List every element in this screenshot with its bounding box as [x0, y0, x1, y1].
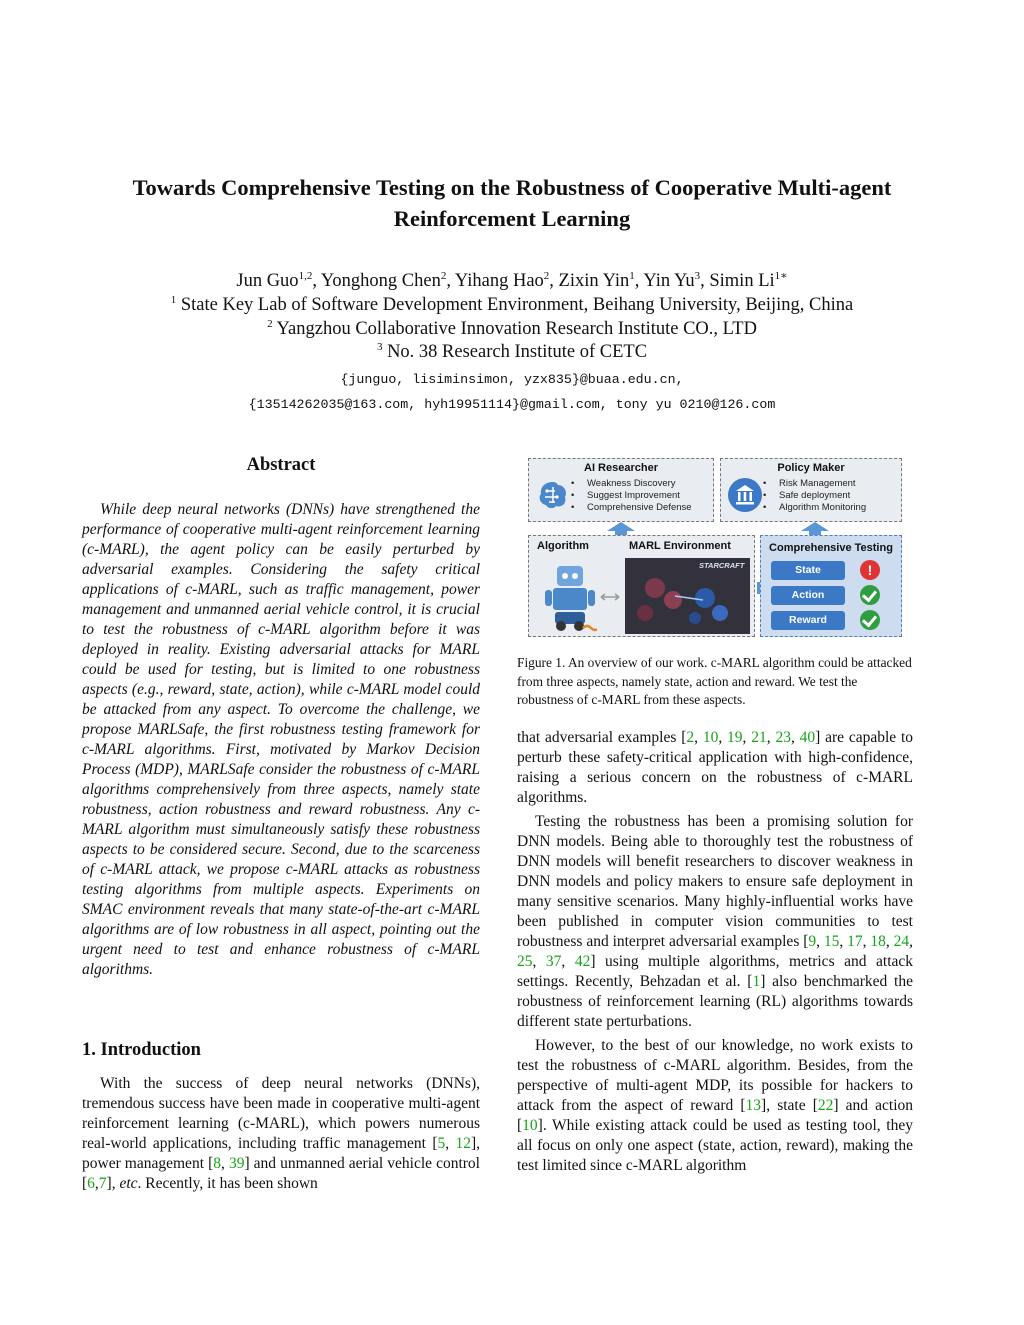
author: Jun Guo	[236, 271, 299, 291]
author: Simin Li	[709, 271, 775, 291]
citation-link[interactable]: 21	[751, 729, 767, 746]
paragraph: Testing the robustness has been a promising solution for DNN models. Being able to thoroughly test the robustness of DNN models will benefit researchers to discover weakness in DNN models and policy makers to ensure safe deployment in many sensitive scenarios. Many highly-influential works have been published in computer vision communities to test robustness and interpret adversarial examples [9, 15, 17, 18, 24, 25, 37, 42] using multiple algorithms, metrics and attack settings. Recently, Behzadan et al. [1] also benchmarked the robustness of reinforcement learning (RL) algorithms towards different state perturbations.	[517, 813, 914, 1030]
author-affiliation: 3	[694, 269, 701, 282]
affiliation-1: $^1$ State Key Lab of Software Development Environment, Beihang University, Beijing, China	[170, 293, 854, 315]
list-item: • Comprehensive Defense	[587, 502, 692, 514]
ai-researcher-title: AI Researcher	[584, 462, 658, 474]
right-column-text	[517, 728, 913, 1176]
citation-link[interactable]: 25	[517, 953, 533, 970]
policy-maker-title: Policy Maker	[777, 462, 845, 474]
state-pill: State	[771, 561, 845, 580]
intro-paragraph: With the success of deep neural networks (DNNs), tremendous success have been made in cooperative multi-agent reinforcement learning (c-MARL), which powers numerous real-world applications, including traffic management [5, 12], power management [8, 39] and unmanned aerial vehicle control [6,7], etc. Recently, it has been shown	[82, 1075, 480, 1192]
citation-link[interactable]: 40	[799, 729, 816, 746]
checkmark-icon	[860, 585, 880, 605]
list-item: • Risk Management	[779, 478, 866, 490]
author-affiliation: 1,2	[298, 269, 313, 282]
list-item: • Weakness Discovery	[587, 478, 692, 490]
citation-link[interactable]: 10	[702, 729, 719, 746]
citation-link[interactable]: 19	[727, 729, 743, 746]
up-arrow-icon	[800, 522, 830, 536]
citation-link[interactable]: 9	[808, 933, 817, 950]
citation-link[interactable]: 2	[686, 729, 695, 746]
email-line-2: {13514262035@163.com, hyh19951114}@gmail.com, tony yu 0210@126.com	[248, 397, 776, 412]
email-line-1: {junguo, lisiminsimon, yzx835}@buaa.edu.cn,	[340, 372, 684, 387]
up-arrow-icon	[606, 522, 636, 536]
author: Yonghong Chen	[320, 271, 441, 291]
affiliation-3: $^3$ No. 38 Research Institute of CETC	[376, 340, 648, 362]
citation-link[interactable]: 22	[817, 1097, 834, 1114]
policy-maker-box	[720, 458, 902, 522]
author-affiliation: 1∗	[774, 269, 788, 282]
citation-link[interactable]: 6	[87, 1175, 95, 1192]
starcraft-logo: STARCRAFT	[699, 561, 745, 570]
figure-overview	[524, 455, 906, 641]
author-list: Jun Guo$^{1,2}$, Yonghong Chen$^2$, Yihang Hao$^2$, Zixin Yin$^1$, Yin Yu$^3$, Simin $Li^{1∗}$	[236, 269, 788, 291]
citation-link[interactable]: 39	[228, 1155, 245, 1172]
author-affiliation: 1	[629, 269, 635, 282]
ai-researcher-list	[561, 478, 692, 514]
list-item: • Safe deployment	[779, 490, 866, 502]
intro-heading: 1. Introduction	[82, 1040, 201, 1060]
list-item: • Algorithm Monitoring	[779, 502, 866, 514]
reward-pill: Reward	[771, 611, 845, 630]
double-arrow-icon	[599, 592, 621, 602]
algorithm-label: Algorithm	[537, 540, 589, 552]
policy-maker-list	[753, 478, 866, 514]
paper-title: Towards Comprehensive Testing on the Robustness of Cooperative Multi-agent Reinforcement Learning	[132, 175, 892, 231]
figure-caption: Figure 1. An overview of our work. c-MARL algorithm could be attacked from three aspects, namely state, action and reward. We test the robustness of c-MARL from these aspects.	[517, 655, 912, 707]
author: Yin Yu	[643, 271, 695, 291]
ai-researcher-box	[528, 458, 714, 522]
abstract-text: While deep neural networks (DNNs) have strengthened the performance of cooperative multi-agent reinforcement learning (c-MARL), the agent policy can be easily perturbed by adversarial examples. Considering the safety critical applications of c-MARL, such as traffic management, power management and unmanned aerial vehicle control, it is crucial to test the robustness of c-MARL algorithm before it was deployed in reality. Existing adversarial attacks for MARL could be used for testing, but is limited to one robustness aspects (e.g., reward, state, action), while c-MARL model could be attacked from any aspect. To overcome the challenge, we propose MARLSafe, the first robustness testing framework for c-MARL algorithms. First, motivated by Markov Decision Process (MDP), MARLSafe consider the robustness of c-MARL algorithms comprehensively from three aspects, namely state robustness, action robustness and reward robustness. Any c-MARL algorithm must simultaneously satisfy these robustness aspects to be considered secure. Second, due to the scarceness of c-MARL attack, we propose c-MARL attacks as robustness testing algorithms from multiple aspects. Experiments on SMAC environment reveals that many state-of-the-art c-MARL algorithms are of low robustness in all aspect, pointing out the urgent need to test and enhance robustness of c-MARL algorithms.	[82, 501, 480, 978]
citation-link[interactable]: 7	[98, 1175, 107, 1192]
action-pill: Action	[771, 586, 845, 605]
author-affiliation: 2	[543, 269, 550, 282]
author-affiliation: 2	[440, 269, 447, 282]
citation-link[interactable]: 37	[545, 953, 562, 970]
citation-link[interactable]: 17	[847, 933, 863, 950]
environment-label: MARL Environment	[629, 540, 731, 552]
list-item: • Suggest Improvement	[587, 490, 692, 502]
alert-icon: !	[860, 560, 880, 580]
affiliation-2: $^2$ Yangzhou Collaborative Innovation Research Institute CO., LTD	[267, 317, 757, 339]
citation-link[interactable]: 23	[775, 729, 791, 746]
comprehensive-testing-title: Comprehensive Testing	[769, 542, 893, 554]
citation-link[interactable]: 10	[522, 1117, 538, 1134]
comprehensive-testing-box	[760, 535, 902, 637]
citation-link[interactable]: 24	[893, 933, 910, 950]
author: Zixin Yin	[558, 271, 630, 291]
citation-link[interactable]: 42	[574, 953, 591, 970]
citation-link[interactable]: 5	[437, 1135, 446, 1152]
citation-link[interactable]: 18	[870, 933, 886, 950]
citation-link[interactable]: 8	[213, 1155, 221, 1172]
citation-link[interactable]: 13	[745, 1097, 762, 1114]
paragraph: However, to the best of our knowledge, no work exists to test the robustness of c-MARL algorithm. Besides, from the perspective of multi-agent MDP, its possible for hackers to attack from the aspect of reward [13], state [22] and action [10]. While existing attack could be used as testing tool, they all focus on only one aspect (state, action, reward), making the test limited since c-MARL algorithm	[517, 1037, 914, 1174]
citation-link[interactable]: 12	[455, 1135, 471, 1152]
author: Yihang Hao	[454, 271, 544, 291]
abstract-heading: Abstract	[246, 455, 316, 475]
checkmark-icon	[860, 610, 880, 630]
citation-link[interactable]: 1	[752, 973, 761, 990]
citation-link[interactable]: 15	[823, 933, 840, 950]
robot-icon	[543, 562, 597, 634]
paragraph: that adversarial examples [2, 10, 19, 21, 23, 40] are capable to perturb these safety-critical application with high-confidence, raising a serious concern on the robustness of c-MARL algorithms.	[517, 729, 914, 806]
algorithm-environment-box	[528, 535, 755, 637]
